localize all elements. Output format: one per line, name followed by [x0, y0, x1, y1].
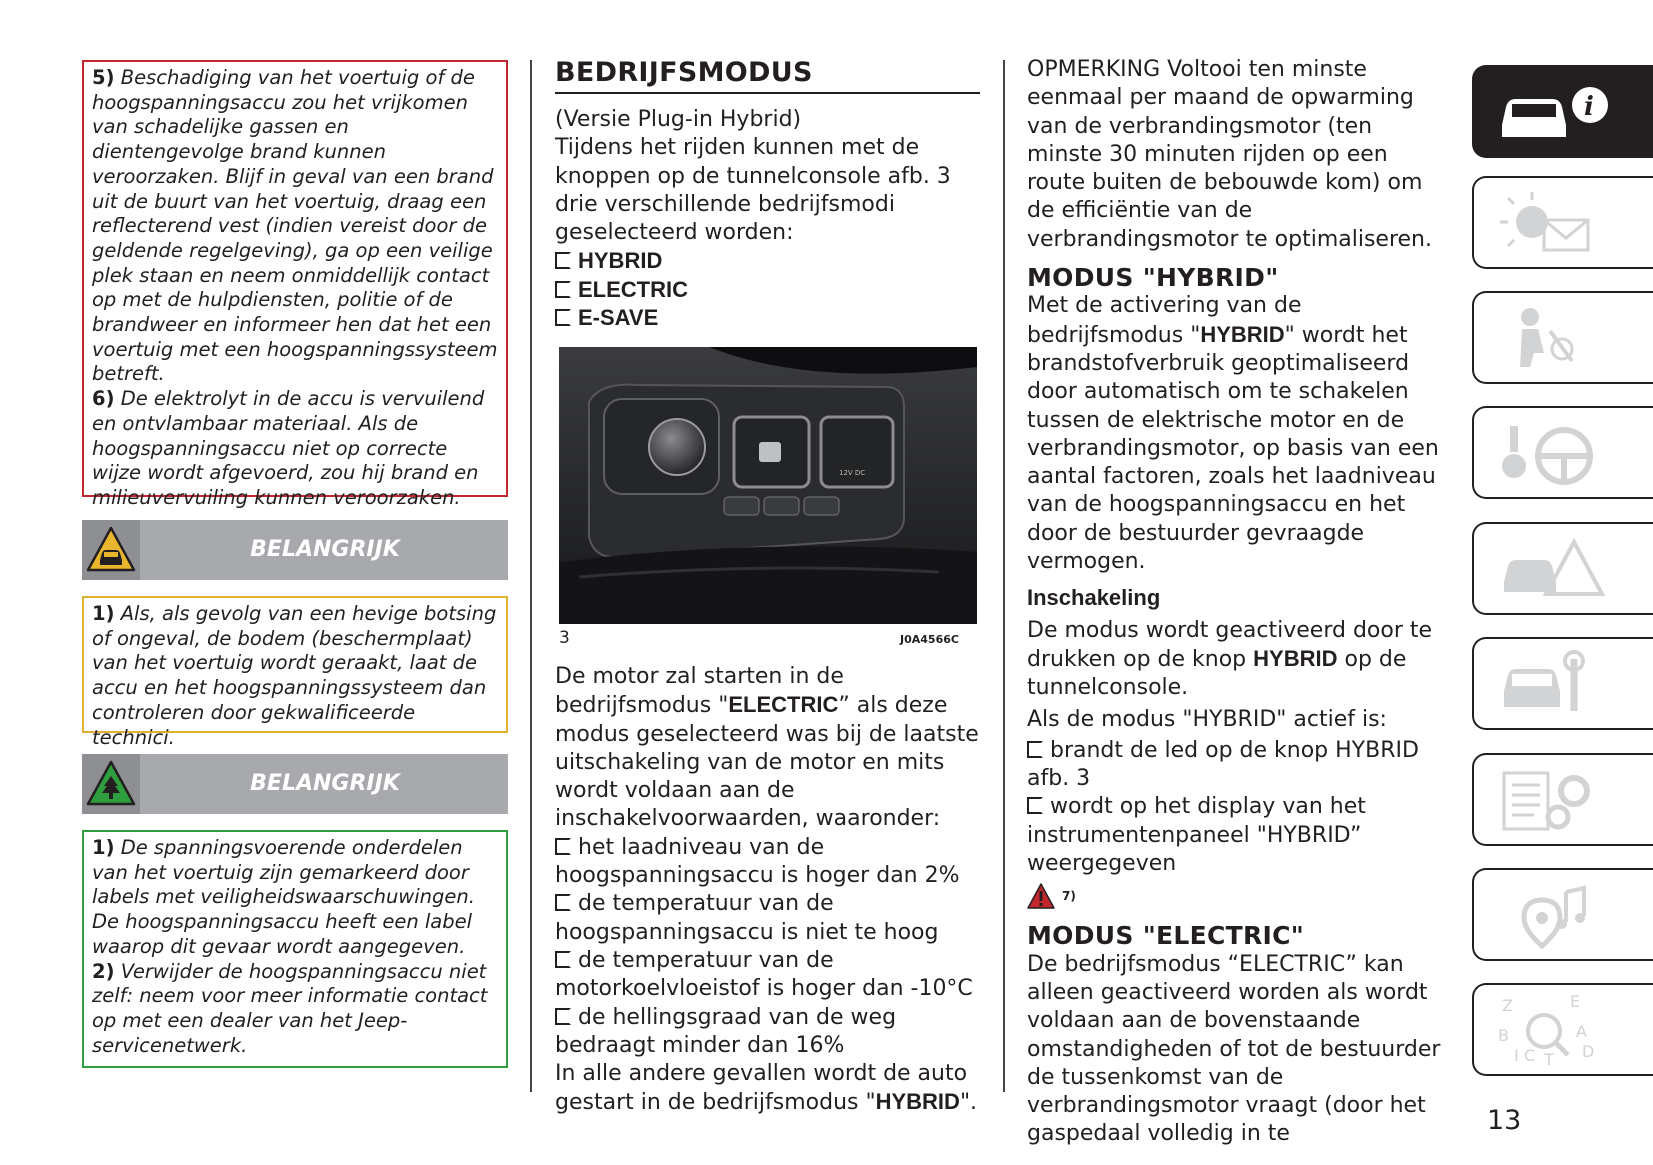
- section-heading: BEDRIJFSMODUS: [555, 57, 813, 88]
- note-box-green: [82, 830, 508, 1068]
- condition-item: de temperatuur van de motorkoelvloeistof is hoger dan -10°C: [555, 947, 980, 1004]
- svg-text:Z: Z: [1502, 996, 1513, 1015]
- key-steering-wheel-icon: [1494, 416, 1614, 492]
- tab-maintenance[interactable]: [1472, 637, 1653, 730]
- start-mode-paragraph: De motor zal starten in de bedrijfsmodus "ELECTRIC” als deze modus geselecteerd was bij de laatste uitschakeling van de motor en mits wordt voldaan aan de inschakelvoorwaarden, waaronder:: [555, 664, 979, 832]
- specifications-gears-icon: [1494, 763, 1614, 839]
- column-2-lower: [555, 663, 980, 1118]
- subheading-activation: Inschakeling: [1027, 585, 1161, 611]
- svg-text:E: E: [1570, 993, 1581, 1011]
- figure-code: J0A4566C: [900, 633, 959, 646]
- column-3: [1027, 56, 1452, 1149]
- tab-emergency[interactable]: [1472, 522, 1653, 615]
- socket-label: 12V DC: [839, 469, 866, 477]
- mode-item-esave: E-SAVE: [555, 304, 980, 332]
- mode-item-hybrid: HYBRID: [555, 247, 980, 275]
- car-warning-icon: [82, 520, 140, 580]
- warning-reference: 7): [1027, 882, 1452, 916]
- active-item: wordt op het display van het instrumentenpaneel "HYBRID” weergegeven: [1027, 793, 1452, 878]
- dashboard-lights-icon: [1494, 186, 1614, 262]
- important-banner-car: [82, 520, 508, 580]
- banner-label: BELANGRIJK: [250, 537, 400, 562]
- mode-item-electric: ELECTRIC: [555, 276, 980, 304]
- emergency-triangle-icon: [1494, 532, 1614, 608]
- page-number: 13: [1487, 1105, 1522, 1136]
- tab-safety[interactable]: [1472, 291, 1653, 384]
- safety-airbag-icon: [1494, 301, 1614, 377]
- svg-text:D: D: [1582, 1042, 1595, 1061]
- svg-text:B: B: [1498, 1026, 1509, 1045]
- default-mode-paragraph: In alle andere gevallen wordt de auto gestart in de bedrijfsmodus "HYBRID".: [555, 1061, 978, 1116]
- svg-text:C: C: [1524, 1046, 1536, 1065]
- column-divider: [530, 60, 532, 1092]
- console-photo: [559, 347, 977, 624]
- svg-text:I: I: [1514, 1046, 1519, 1065]
- intro-paragraph: Tijdens het rijden kunnen met de knoppen op de tunnelconsole afb. 3 drie verschillende bedrijfsmodi geselecteerd worden:: [555, 135, 951, 246]
- active-state-paragraph: Als de modus "HYBRID" actief is:: [1027, 706, 1387, 732]
- note-item: 1) De spanningsvoerende onderdelen van het voertuig zijn gemarkeerd door labels met veiligheidswaarschuwingen. De hoogspanningsaccu heeft een label waarop dit gevaar wordt aangegeven.: [92, 836, 475, 958]
- active-item: brandt de led op de knop HYBRID afb. 3: [1027, 737, 1452, 794]
- warning-item-6: 6) De elektrolyt in de accu is vervuilend en ontvlambaar materiaal. Als de hoogspanningsaccu niet op correcte wijze wordt afgevoerd, zou hij brand en milieuvervuiling kunnen veroorzaken.: [92, 387, 485, 509]
- section-heading-hybrid: MODUS "HYBRID": [1027, 263, 1279, 293]
- important-banner-environment: [82, 754, 508, 814]
- column-2: [555, 56, 980, 332]
- version-note: (Versie Plug-in Hybrid): [555, 107, 802, 132]
- warning-triangle-icon: [1027, 882, 1055, 910]
- note-item: 1) Als, als gevolg van een hevige botsing of ongeval, de bodem (beschermplaat) van het voertuig wordt geraakt, laat de accu en het hoogspanningssysteem dan controleren door gekwalificeerde technici.: [92, 602, 497, 749]
- svg-text:A: A: [1576, 1022, 1587, 1041]
- condition-item: de hellingsgraad van de weg bedraagt minder dan 16%: [555, 1004, 980, 1061]
- figure-number: 3: [559, 628, 570, 648]
- note-box-yellow: [82, 596, 508, 749]
- tab-car-info[interactable]: [1472, 65, 1653, 158]
- car-maintenance-icon: [1494, 647, 1614, 723]
- activation-paragraph: De modus wordt geactiveerd door te drukken op de knop HYBRID op de tunnelconsole.: [1027, 617, 1433, 701]
- condition-item: de temperatuur van de hoogspanningsaccu is niet te hoog: [555, 890, 980, 947]
- tree-environment-icon: [82, 754, 140, 814]
- tab-multimedia[interactable]: [1472, 868, 1653, 961]
- multimedia-icon: [1494, 878, 1614, 954]
- car-info-icon: [1494, 75, 1614, 151]
- hybrid-paragraph: Met de activering van de bedrijfsmodus "HYBRID" wordt het brandstofverbruik geoptimaliseerd door automatisch om te schakelen tussen de elektrische motor en de verbrandingsmotor, op basis van een aantal factoren, zoals het laadniveau van de hoogspanningsaccu en het door de bestuurder gevraagde vermogen.: [1027, 293, 1439, 575]
- note-item: 2) Verwijder de hoogspanningsaccu niet zelf: neem voor meer informatie contact op met een dealer van het Jeep-servicenetwerk.: [92, 959, 488, 1057]
- column-divider: [1003, 60, 1005, 1092]
- tab-index[interactable]: [1472, 983, 1653, 1076]
- svg-text:T: T: [1544, 1050, 1554, 1069]
- maintenance-note: OPMERKING Voltooi ten minste eenmaal per maand de opwarming van de verbrandingsmotor (ten minste 30 minuten rijden op een route buiten de bebouwde kom) om de efficiëntie van de verbrandingsmotor te optimaliseren.: [1027, 57, 1432, 252]
- tab-starting-driving[interactable]: [1472, 406, 1653, 499]
- electric-paragraph: De bedrijfsmodus “ELECTRIC” kan alleen geactiveerd worden als wordt voldaan aan de bovenstaande omstandigheden of tot de bestuurder de tussenkomst van de verbrandingsmotor vraagt (door het gaspedaal volledig in te: [1027, 951, 1441, 1147]
- section-heading-electric: MODUS "ELECTRIC": [1027, 921, 1305, 951]
- warning-item-5: 5) Beschadiging van het voertuig of de hoogspanningsaccu zou het vrijkomen van schadelijke gassen en dientengevolge brand kunnen veroorzaken. Blijf in geval van een brand uit de buurt van het voertuig, draag een reflecterend vest (indien vereist door de geldende regelgeving), ga op een veilige plek staan en neem onmiddellijk contact op met de hulpdiensten, politie of de brandweer en informeer hen dat het een voertuig met een hoogspanningssysteem betreft.: [92, 66, 498, 386]
- index-alphabet-icon: [1494, 993, 1614, 1069]
- condition-item: het laadniveau van de hoogspanningsaccu is hoger dan 2%: [555, 834, 980, 891]
- warning-box: [82, 60, 508, 509]
- svg-text:i: i: [1584, 92, 1594, 122]
- tab-specifications[interactable]: [1472, 753, 1653, 846]
- heading-underline: [555, 92, 980, 94]
- banner-label: BELANGRIJK: [250, 771, 400, 796]
- tab-dashboard-lights[interactable]: [1472, 176, 1653, 269]
